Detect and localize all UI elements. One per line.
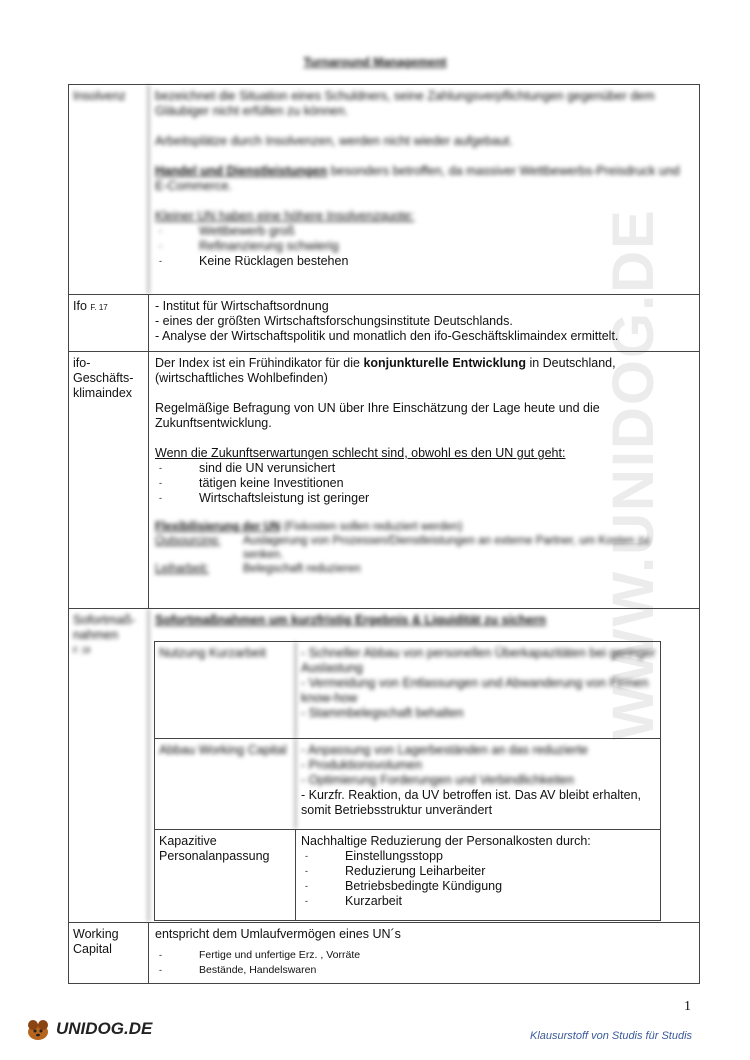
insolvenz-text-4: Kleiner UN haben eine höhere Insolvenzquote:	[155, 209, 415, 223]
logo-text: UNIDOG.DE	[56, 1019, 153, 1038]
inner-label: Nutzung Kurzarbeit	[155, 642, 296, 738]
inner-content: - Schneller Abbau von personellen Überkapazitäten bei geringer Auslastung - Vermeidung von Entlassungen und Abwanderung von Firmen know-how - Stammbelegschaft behalten	[301, 646, 656, 720]
klimaindex-label: ifo- Geschäfts- klimaindex	[69, 352, 149, 608]
ifo-line-3: - Analyse der Wirtschaftspolitik und monatlich den ifo-Geschäftsklimaindex ermittelt.	[155, 329, 619, 343]
klimaindex-content	[155, 356, 693, 576]
inner-label: Kapazitive Personalanpassung	[155, 830, 296, 920]
list-item: - Bestände, Handelswaren	[159, 964, 317, 976]
insolvenz-row	[68, 84, 700, 295]
inner-row-personal	[154, 829, 661, 921]
working-capital-row	[68, 922, 700, 984]
flex-line-2: Leiharbeit: Belegschaft reduzieren	[155, 563, 361, 575]
list-item: - sind die UN verunsichert	[159, 461, 336, 475]
list-item: - Einstellungsstopp	[305, 849, 443, 863]
sofort-heading: Sofortmaßnahmen um kurzfristig Ergebnis & Liquidität zu sichern	[155, 613, 547, 627]
list-item: - Keine Rücklagen bestehen	[159, 254, 349, 268]
list-item: - Refinanzierung schwierig	[159, 239, 339, 253]
dog-icon	[24, 1015, 52, 1043]
ifo-line-1: - Institut für Wirtschaftsordnung	[155, 299, 329, 313]
watermark: WWW.UNIDOG.DE	[601, 208, 666, 740]
insolvenz-text-2: Arbeitsplätze durch Insolvenzen, werden nicht wieder aufgebaut.	[155, 134, 513, 148]
klimaindex-row	[68, 351, 700, 609]
inner-content: Nachhaltige Reduzierung der Personalkosten durch: - Einstellungsstopp - Reduzierung Leiharbeiter - Betriebsbedingte Kündigung - Kurzarbeit	[301, 834, 656, 909]
list-item: - Betriebsbedingte Kündigung	[305, 879, 503, 893]
unidog-logo[interactable]	[24, 1015, 152, 1043]
list-item: - Reduzierung Leiharbeiter	[305, 864, 486, 878]
working-capital-content: entspricht dem Umlaufvermögen eines UN´s - Fertige und unfertige Erz. , Vorräte - Bestände, Handelswaren	[155, 927, 693, 978]
inner-content: - Anpassung von Lagerbeständen an das reduzierte - Produktionsvolumen - Optimierung Forderungen und Verbindlichkeiten - Kurzfr. Reaktion, da UV betroffen ist. Das AV bleibt erhalten, somit Betriebsstruktur unverändert	[301, 743, 641, 817]
sofort-label: Sofortmaß- nahmen F. 18	[69, 609, 149, 922]
list-item: - Fertige und unfertige Erz. , Vorräte	[159, 949, 361, 961]
working-capital-label: Working Capital	[69, 923, 149, 983]
list-item: - Wettbewerb groß	[159, 224, 295, 238]
ifo-line-2: - eines der größten Wirtschaftsforschungsinstitute Deutschlands.	[155, 314, 513, 328]
ifo-label: Ifo F. 17	[69, 295, 149, 351]
list-item: - tätigen keine Investitionen	[159, 476, 344, 490]
insolvenz-text-1: bezeichnet die Situation eines Schuldners, seine Zahlungsverpflichtungen gegenüber dem Gläubiger nicht erfüllen zu können.	[155, 89, 655, 118]
footer-slogan: Klausurstoff von Studis für Studis	[530, 1030, 693, 1042]
insolvenz-text-3: Handel und Dienstleistungen besonders betroffen, da massiver Wettbewerbs-Preisdruck und E-Commerce.	[155, 164, 680, 193]
sofort-content	[155, 613, 693, 628]
ifo-content	[155, 299, 693, 344]
ifo-row	[68, 294, 700, 352]
insolvenz-content	[155, 89, 693, 269]
insolvenz-label: Insolvenz	[69, 85, 149, 294]
page-title: Turnaround Management	[303, 55, 447, 69]
flex-line-1: Outsourcing: Auslagerung von Prozessen/Dienstleistungen an externe Partner, um Kosten zu senken.	[155, 535, 650, 561]
inner-row-kurzarbeit	[154, 641, 661, 739]
inner-label: Abbau Working Capital	[155, 739, 296, 829]
list-item: - Kurzarbeit	[305, 894, 402, 908]
klimaindex-text-1: Der Index ist ein Frühindikator für die konjunkturelle Entwicklung in Deutschland, (wirtschaftliches Wohlbefinden)	[155, 356, 616, 385]
klimaindex-text-2: Regelmäßige Befragung von UN über Ihre Einschätzung der Lage heute und die Zukunftsentwicklung.	[155, 401, 600, 430]
inner-row-working-capital	[154, 738, 661, 830]
flex-heading: Flexibilisierung der UN (Fixkosten sollen reduziert werden)	[155, 521, 463, 533]
list-item: - Wirtschaftsleistung ist geringer	[159, 491, 370, 505]
page-number: 1	[684, 999, 691, 1014]
klimaindex-text-3: Wenn die Zukunftserwartungen schlecht sind, obwohl es den UN gut geht:	[155, 446, 566, 460]
